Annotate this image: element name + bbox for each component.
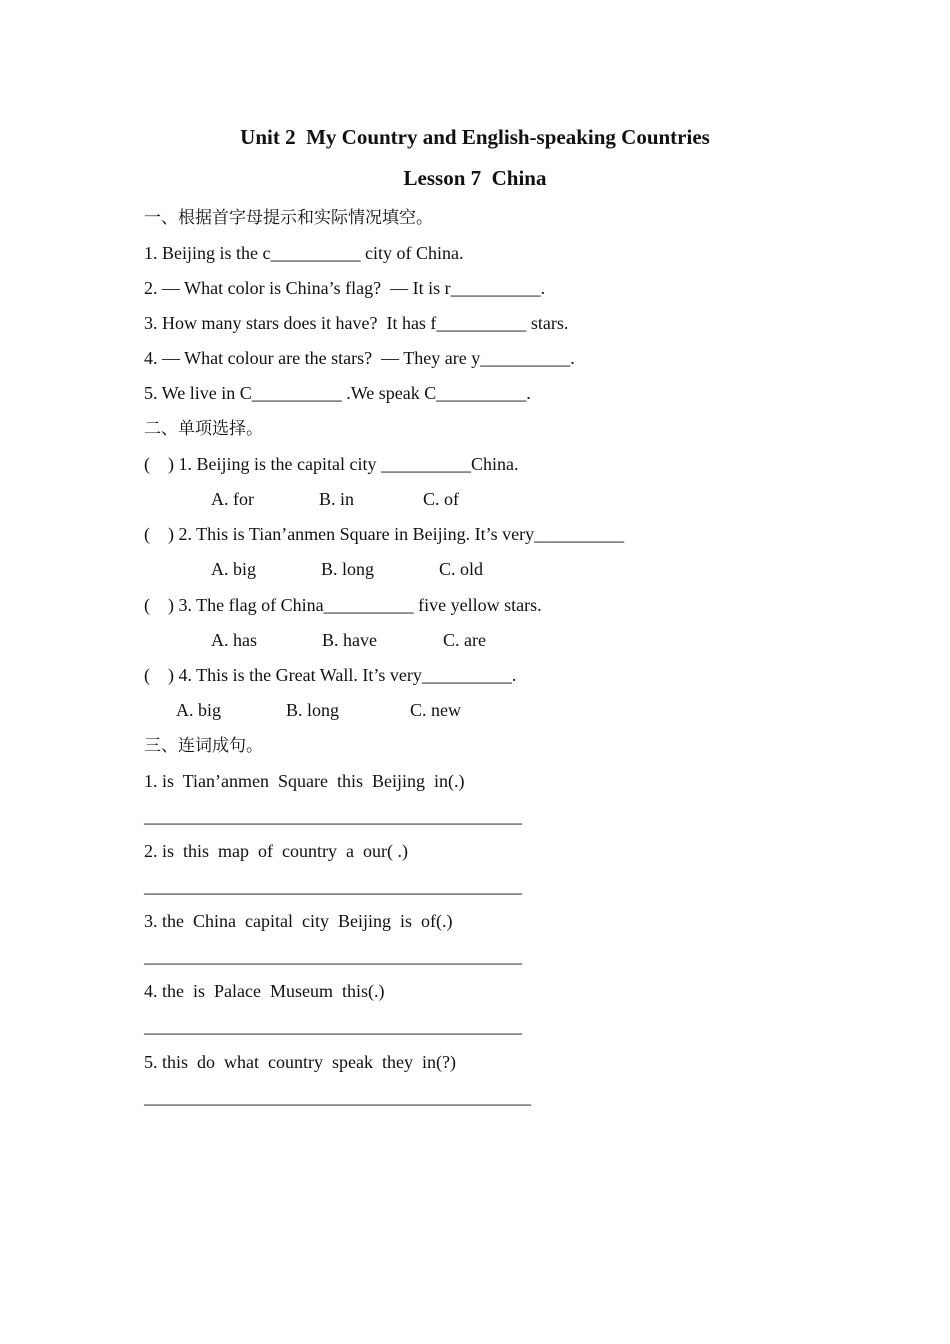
order-item-4-words: 4. the is Palace Museum this(.) xyxy=(144,981,385,1001)
order-item-3-words: 3. the China capital city Beijing is of(.) xyxy=(144,911,453,931)
order-item-2-answer-line: __________________________________________ xyxy=(144,876,522,896)
choice-3-option-b: B. have xyxy=(322,630,377,650)
choice-3-option-a: A. has xyxy=(211,630,257,650)
choice-3-option-c: C. are xyxy=(443,630,486,650)
fill-item-1: 1. Beijing is the c__________ city of China. xyxy=(144,243,464,263)
choice-4-option-a: A. big xyxy=(176,700,221,720)
choice-1-option-b: B. in xyxy=(319,489,355,509)
section3-heading: 三、连词成句。 xyxy=(144,736,263,756)
choice-1-option-a: A. for xyxy=(211,489,254,509)
choice-question-2: ( ) 2. This is Tian’anmen Square in Beijing. It’s very__________ xyxy=(144,524,625,544)
fill-item-4: 4. — What colour are the stars? — They are y__________. xyxy=(144,348,575,368)
order-item-4-answer-line: __________________________________________ xyxy=(144,1016,522,1036)
choice-2-option-c: C. old xyxy=(439,559,484,579)
order-item-5-answer-line: ___________________________________________ xyxy=(144,1087,531,1107)
choice-4-option-c: C. new xyxy=(410,700,461,720)
choice-question-1: ( ) 1. Beijing is the capital city __________China. xyxy=(144,454,519,474)
order-item-2-words: 2. is this map of country a our( .) xyxy=(144,841,408,861)
order-item-1-words: 1. is Tian’anmen Square this Beijing in(.) xyxy=(144,771,465,791)
section2-heading: 二、单项选择。 xyxy=(144,419,263,439)
order-item-1-answer-line: __________________________________________ xyxy=(144,806,522,826)
choice-question-4: ( ) 4. This is the Great Wall. It’s very__________. xyxy=(144,665,517,685)
section1-heading: 一、根据首字母提示和实际情况填空。 xyxy=(144,208,433,228)
order-item-5-words: 5. this do what country speak they in(?) xyxy=(144,1052,456,1072)
choice-2-option-b: B. long xyxy=(321,559,375,579)
fill-item-3: 3. How many stars does it have? It has f__________ stars. xyxy=(144,313,569,333)
fill-item-2: 2. — What color is China’s flag? — It is r__________. xyxy=(144,278,546,298)
choice-1-option-c: C. of xyxy=(423,489,459,509)
choice-question-3: ( ) 3. The flag of China__________ five yellow stars. xyxy=(144,595,542,615)
fill-item-5: 5. We live in C__________ .We speak C__________. xyxy=(144,383,531,403)
order-item-3-answer-line: __________________________________________ xyxy=(144,946,522,966)
choice-4-option-b: B. long xyxy=(286,700,340,720)
lesson-title: Lesson 7 China xyxy=(403,166,547,190)
choice-2-option-a: A. big xyxy=(211,559,256,579)
unit-title: Unit 2 My Country and English-speaking Countries xyxy=(240,125,710,149)
